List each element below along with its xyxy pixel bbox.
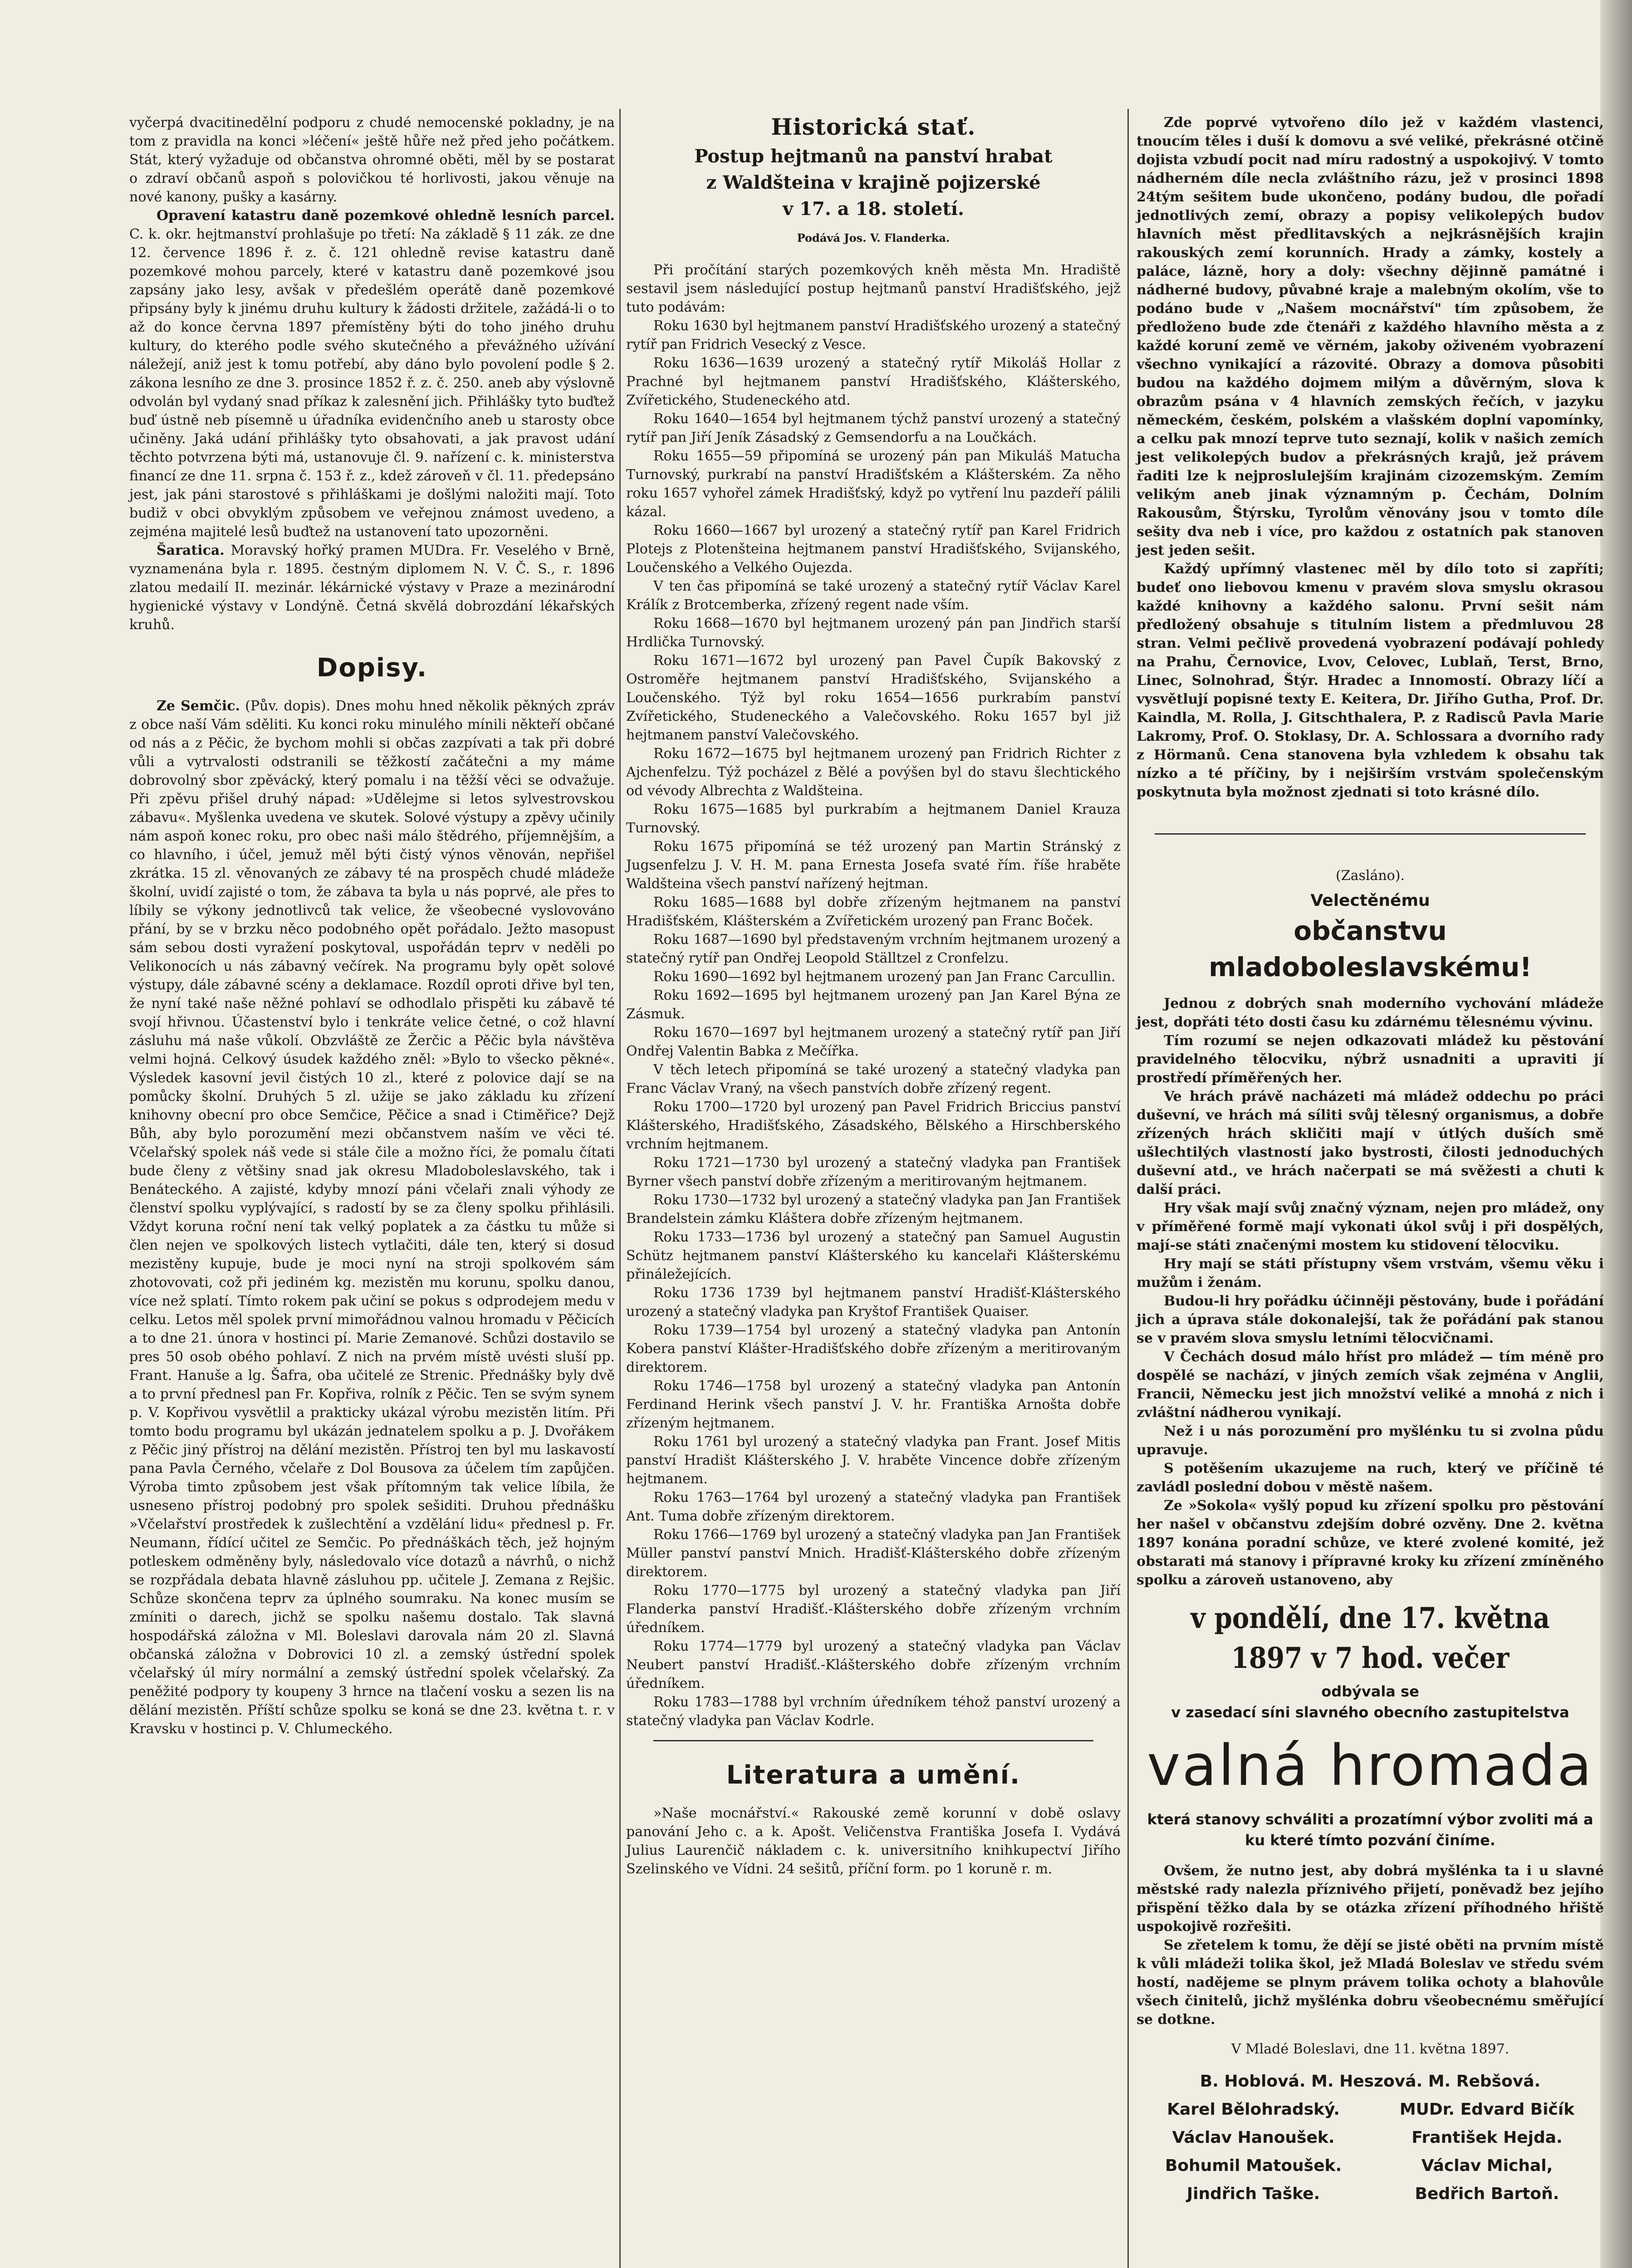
paragraph-body: Moravský hořký pramen MUDra. Fr. Veselého v Brně, vyznamenána byla r. 1895. čestným diplomem N. V. Č. S., r. 1896 zlatou medailí II. mezinár. lékárnické výstavy v Praze a mezinárodní hygienické výstavy v Londýně. Četná skvělá dobrozdání lékařských kruhů. [129,543,615,633]
signatory: Bohumil Matoušek. [1165,2156,1342,2175]
signatory: Karel Bělohradský. [1167,2100,1340,2119]
paragraph: Roku 1746—1758 byl urozený a statečný vladyka pan Antonín Ferdinand Herink všech panství J. V. hr. Františka Arnošta dobře zřízeným hejtmanem. [626,1378,1121,1431]
paragraph: Roku 1675 připomíná se též urozený pan Martin Stránský z Jugsenfelzu J. V. H. M. pana Ernesta Josefa svaté řím. říše hraběte Waldšteina všech panství nařízený hejtman. [626,839,1121,892]
paragraph: Roku 1692—1695 byl hejtmanem urozený pan Jan Karel Býna ze Zásmuk. [626,987,1121,1022]
paragraph [129,206,615,541]
section-heading-literatura: Literatura a umění. [726,1760,1021,1790]
meeting-purpose: která stanovy schváliti a prozatímní výbor zvoliti má a ku které tímto pozvání činíme. [1147,1811,1593,1849]
paragraph: Roku 1783—1788 byl vrchním úředníkem téhož panství urozený a statečný vladyka pan Václav Kodrle. [626,1694,1121,1729]
paragraph: Každý upřímný vlastenec měl by dílo toto si zapříti; budeť ono liebovou kmenu v pravém slova smyslu okrasou každé knihovny a každého salonu. První sešit nám předložený obsahuje s titulním listem a předmluvou 28 stran. Velmi pečlivě provedená vyobrazení podávají pohledy na Prahu, Černovice, Lvov, Celovec, Lublaň, Terst, Brno, Linec, Solnohrad, Štýr. Hradec a Innomostí. Obrazy líčí a vysvětlují popisné texty E. Keitera, Dr. Jiřího Gutha, Prof. Dr. Kaindla, M. Rolla, J. Gitschthalera, P. z Radisců Pavla Marie Lakromy, Prof. O. Stoklasy, Dr. A. Schlossara a dvorního rady z Hörmanů. Cena stanovena byla vzhledem k obsahu tak nízko a té příčiny, by i nejširším vrstvám společenským poskytnuta byla možnost zjednati si toto krásné dílo. [1137,561,1604,800]
column-divider-left [619,109,621,2268]
paragraph: Roku 1687—1690 byl představeným vrchním hejtmanem urozený a statečný rytíř pan Ondřej Leopold Ställtzel z Cronfelzu. [626,932,1121,966]
signatory: Jindřich Taške. [1186,2185,1320,2203]
address-headline: občanstvu mladoboleslavskému! [1209,915,1532,982]
paragraph: Roku 1675—1685 byl purkrabím a hejtmanem Daniel Krauza Turnovský. [626,802,1121,836]
advertisement-block [1137,866,1604,2217]
paragraph: Roku 1770—1775 byl urozený a statečný vladyka pan Jiří Flanderka panství Hradišť.-Klášterského dobře zřízeným vrchním úředníkem. [626,1583,1121,1636]
paragraph: Roku 1736 1739 byl hejtmanem panství Hradišť-Klášterského urozený a statečný vladyka pan Kryštof František Quaiser. [626,1285,1121,1320]
column-divider-right [1127,109,1129,2268]
paragraph: Roku 1774—1779 byl urozený a statečný vladyka pan Václav Neubert panství Hradišť.-Klášterského dobře zřízeným vrchním úředníkem. [626,1638,1121,1691]
page-edge-shadow [1600,0,1632,2268]
paragraph: V ten čas připomíná se také urozený a statečný rytíř Václav Karel Králík z Brotcemberka, zřízený regent nade vším. [626,578,1121,613]
article-title-line: v 17. a 18. století. [783,198,964,220]
paragraph: Než i u nás porozumění pro myšlénku tu si zvolna půdu upravuje. [1137,1423,1604,1458]
address-salutation: Velectěnému [1310,891,1430,910]
paragraph: Ze »Sokola« vyšlý popud ku zřízení spolku pro pěstování her našel v občanstvu zdejším dobré ozvěny. Dne 2. května 1897 konána poradní schůze, ve které zvolené komité, jež obstarati má stanovy i přípravné kroky ku zřízení zmíněného spolku a zároveň ustanoveno, aby [1137,1498,1604,1588]
paragraph: Hry však mají svůj značný význam, nejen pro mládež, ony v příměřené formě mají vykonati úkol svůj i při dospělých, mají-se státi značenými mostem ku stidovení tělocviku. [1137,1200,1604,1253]
paragraph: Se zřetelem k tomu, že dějí se jisté oběti na prvním místě k vůli mládeži tolika škol, jež Mladá Boleslav ve středu svém hostí, nadějeme se plnym právem tolika ochoty a blahovůle všech činitelů, jichž myšlénka dobru všeobecnému směřující se dotkne. [1137,1937,1604,2028]
signatory: Bedřich Bartoň. [1415,2185,1559,2203]
paragraph: Roku 1763—1764 byl urozený a statečný vladyka pan František Ant. Tuma dobře zřízeným direktorem. [626,1490,1121,1524]
paragraph: Roku 1660—1667 byl urozený a statečný rytíř pan Karel Fridrich Plotejs z Plotenšteina hejtmanem panství Hradišťského, Svijanského, Loučenského a Velkého Oujezda. [626,523,1121,576]
signatory: Václav Michal, [1421,2156,1553,2175]
paragraph: vyčerpá dvacitinedělní podporu z chudé nemocenské pokladny, je na tom z pravidla na konci »léčení« ještě hůře než před jeho počátkem. Stát, který vyžaduje od občanstva ohromné oběti, měl by se postarat o zdraví občanů aspoň s polovičkou té horlivosti, jakou věnuje na nové kanony, pušky a kasárny. [129,115,615,205]
article-byline: Podává Jos. V. Flanderka. [797,231,950,244]
paragraph: Tím rozumí se nejen odkazovati mládež ku pěstování pravidelného tělocviku, nýbrž usnadniti a upraviti jí prostředí příměřených her. [1137,1033,1604,1086]
paragraph: Při pročítání starých pozemkových kněh města Mn. Hradiště sestavil jsem následující postup hejtmanů panství Hradišťského, jejž tuto podávám: [626,262,1121,315]
article-title-line: Postup hejtmanů na panství hrabat [694,146,1053,167]
paragraph: Hry mají se státi přístupny všem vrstvám, všemu věku i mužům i ženám. [1137,1256,1604,1290]
signatory: B. Hoblová. M. Heszová. M. Rebšová. [1200,2072,1541,2091]
paragraph: Roku 1766—1769 byl urozený a statečný vladyka pan Jan František Müller panství panství Mnich. Hradišť-Klášterského dobře zřízeným direktorem. [626,1527,1121,1580]
paragraph: Roku 1636—1639 urozený a statečný rytíř Mikoláš Hollar z Prachné byl hejtmanem panství Hradišťského, Klášterského, Zvířetického, Studeneckého atd. [626,355,1121,408]
paragraph-body: (Pův. dopis). Dnes mohu hned několik pěkných zpráv z obce naší Vám sděliti. Ku konci roku minulého mínili někteří občané od nás a z Pěčic, že bychom mohli si občas zazpívati a tak při dobré vůli a vytrvalosti odstranili se těžkostí začátečni a my máme dobrovolný sbor zpěvácký, který pomalu i na těžší věci se odvažuje. Při zpěvu přišel druhý nápad: »Udělejme si letos sylvestrovskou zábavu«. Myšlenka uvedena ve skutek. Solové výstupy a zpěvy učinily nám aspoň konec roku, pro obec naši málo štědrého, příjemnějším, a co hlavního, i účel, jemuž měl býti čistý výnos věnován, nepřišel zkrátka. 15 zl. věnovaných ze zábavy té na prospěch chudé mládeže školní, uvidí zajisté o tom, že zábava ta byla u nás poprvé, ale přes to líbily se výkony jednotlivců tak velice, že všeobecné vyslovováno přání, by se v brzku něco podobného opět pořádalo. Ježto masopust sám sebou dosti vyražení poskytoval, uspořádán teprv v neděli po Velikonocích u nás zábavný večírek. Na programu byly opět solové výstupy, dále zábavné scény a deklamace. Rozdíl oproti dřive byl ten, že nyní také naše něžné pohlaví se odhodlalo přispěti ku zábavě té svojí hřivnou. Účastenství bylo i tenkráte velice četné, o což hlavní zásluhu má naše vůkolí. Obzvláště ze Žerčic a Pěčic byla návštěva velmi hojná. Celkový úsudek každého zněl: »Bylo to všecko pěkné«. Výsledek kasovní jevil čistých 10 zl., které z polovice dají se na pomůcky školní. Druhých 5 zl. užije se jako základu ku zřízení knihovny obecní pro obce Semčice, Pěčice a snad i Ctiměřice? Dejž Bůh, aby bylo porozumění mezi občanstvem naším ve věci té. Včelařský spolek náš vede si stále čile a možno říci, že pomalu čítati bude členy z většiny snad jak okresu Mladoboleslavského, tak i Benáteckého. A zajisté, kdyby mnozí páni včelaři znali výhody ze členství spolku vyplývající, s radostí by se za členy spolku přihlásili. Vždyt koruna roční není tak velký poplatek a za částku tu může si člen nejen ve spolkových listech vytlačiti, dále ten, který si dosud mezistěny kupuje, bude je moci nyní na stroji spolkovém sám zhotovovati, což při jediném kg. mezistěn mu korunu, spolku danou, více než splatí. Tímto rokem pak učiní se pokus s odprodejem medu v celku. Letos měl spolek první mimořádnou valnou hromadu v Pěčicích a to dne 21. února v hostinci pí. Marie Zemanové. Schůzi dostavilo se pres 50 osob obého pohlaví. Z nich na prvém místě uvésti sluší pp. Frant. Hanuše a lg. Šafra, oba učitelé ze Strenic. Přednášky byly dvě a to první přednesl pan Fr. Kopřiva, rolník z Pěčic. Ten se svým synem p. V. Kopřivou vysvětlil a prakticky ukázal výrobu mezistěn litím. Při tomto bodu programu byl ukázán jednatelem spolku a p. J. Dvořákem z Pěčic jiný přístroj na dělání mezistěn. Přístroj ten byl mu laskavostí pana Pavla Černého, včelaře z Dol Bousova za účelem tím zapůjčen. Výroba timto způsobem jest však přítomným tak velice líbila, že usneseno přístroj podobný pro spolek sešiditi. Druhou přednášku »Včelařství prostředek k zušlechtění a vzdělání lidu« přednesl p. Fr. Neumann, řídící učitel ze Semčic. Po přednáškách těch, jež hojným potleskem odměněny byly, následovalo více dotazů a návrhů, o nichž se rozpřádala debata hlavně zásluhou pp. učitele J. Zemana z Rejšic. Schůze skončena teprv za úplného soumraku. Na konec musím se zmíniti o darech, jichž se spolku našemu dostalo. Tak slavná hospodářská záložna v Ml. Boleslavi darovala nám 20 zl. Slavná občanská záložna v Dobrovici 10 zl. a zemský ústřední spolek včelařský úl míry normální a zemský ústřední spolek včelařský. Za peněžité podpory ty koupeny 3 hrnce na tlačení vosku a sezen lis na dělání mezistěn. Příští schůze spolku se koná se dne 23. května t. r. v Kravsku v hostinci p. V. Chlumeckého. [129,698,615,1737]
paragraph-lead: Šaratica. [157,543,225,558]
paragraph: Zde poprvé vytvořeno dílo jež v každém vlastenci, tnoucím těles i duší k domovu a své veliké, překrásné otčině dojista vzbudí pocit nad míru radostný a uspokojivý. V tomto nádherném díle necla zvláštního rázu, jež v prosinci 1898 24tým sešitem bude ukončeno, podány budou, dle pořadí jednotlivých zemí, obrazy a popisy velikolepých budov hlavních měst předlitavských a nejkrásnějších krajin rakouských zemí korunních. Hrady a zámky, kostely a paláce, lázně, hory a doly: všechny dějinně památné i nádherné budovy, půvabné kraje a malebným okolím, vše to podáno bude v „Našem mocnářství" tím způsobem, že předloženo bude zde čtenáři z každého hlavního města a z každé koruní země ve věrném, jakoby oživeném vyobrazení všechno vynikající a rázovité. Obrazy a domova působiti budou na každého dojmem milým a důvěrným, slova k obrazům psána v 4 hlavních zemských řečích, v jazyku německém, českém, polském a vlašském doplní vapomínky, a celku pak mnozí teprve tuto seznají, kolik v našich zemích jest velikolepých budov a překrásných krajů, jež právem řaditi lze k nejproslulejším krajinám cizozemským. Zemím velikým aneb jinak významným p. Čechám, Dolním Rakousům, Štýrsku, Tyrolům věnovány jsou v tomto díle sešity dva neb i více, pro každou z ostatních pak stanoven jest jeden sešit. [1137,115,1604,558]
signatory: MUDr. Edvard Bičík [1399,2100,1575,2119]
advertisement-label: (Zasláno). [1336,868,1405,884]
paragraph: Ve hrách právě nacházeti má mládež oddechu po práci duševní, ve hrách má síliti svůj tělesný organismus, a dobře zřízených hrách skličiti mají v útlých duších smě ušlechtilých vlastností jako bystrosti, čilosti jednoduchých duševní atd., ve hrách načerpati se má svěžesti a chuti k další práci. [1137,1089,1604,1198]
signature-date: V Mladé Boleslavi, dne 11. května 1897. [1231,2041,1509,2057]
paragraph: Roku 1700—1720 byl urozený pan Pavel Fridrich Briccius panství Klášterského, Hradišťského, Zásadského, Bělského a Hirschberského vrchním hejtmanem. [626,1099,1121,1152]
paragraph: Roku 1640—1654 byl hejtmanem týchž panství urozený a statečný rytíř pan Jiří Jeník Zásadský z Gemsendorfu a na Loučkách. [626,411,1121,445]
article-title-line: z Waldšteina v krajině pojizerské [706,172,1041,193]
signatory: Václav Hanoušek. [1172,2128,1335,2147]
paragraph: Roku 1721—1730 byl urozený a statečný vladyka pan František Byrner všech panství dobře zřízeným a meritirovaným hejtmanem. [626,1155,1121,1189]
section-divider [1155,833,1586,835]
paragraph: Roku 1671—1672 byl urozený pan Pavel Čupík Bakovský z Ostroměře hejtmanem panství Hradišťského, Svijanského a Loučenského. Týž byl roku 1654—1656 purkrabím panství Zvířetického, Studeneckého a Valečovského. Roku 1657 byl již hejtmanem panství Valečovského. [626,653,1121,743]
paragraph: Jednou z dobrých snah moderního vychování mládeže jest, dopřáti této dosti času ku zdárnému tělesnému vývinu. [1137,996,1604,1030]
paragraph: Roku 1733—1736 byl urozený a statečný pan Samuel Augustin Schütz hejtmanem panství Klášterského ku kancelaři Klášterskému přináležejících. [626,1229,1121,1282]
meeting-line: odbývala se [1321,1683,1419,1700]
paragraph: V těch letech připomíná se také urozený a statečný vladyka pan Franc Václav Vraný, na všech panstvích dobře zřízený regent. [626,1062,1121,1096]
paragraph-lead: Ze Semčic. [157,698,240,714]
paragraph [129,541,615,634]
meeting-title: valná hromada [1147,1733,1593,1799]
paragraph-lead: Opravení katastru daně pozemkové ohledně lesních parcel. [157,208,615,224]
section-divider [653,1740,1093,1741]
paragraph: Roku 1655—59 připomíná se urozený pán pan Mikuláš Matucha Turnovský, purkrabí na panství Hradišťském a Klášterském. Za něho roku 1657 vyhořel zámek Hradišťský, když po vytření lnu pazdeří pálili kázal. [626,448,1121,520]
paragraph: Roku 1672—1675 byl hejtmanem urozený pan Fridrich Richter z Ajchenfelzu. Týž pocházel z Bělé a povýšen byl do stavu šlechtického od vévody Albrechta z Waldšteina. [626,746,1121,799]
paragraph: »Naše mocnářství.« Rakouské země korunní v době oslavy panování Jeho c. a k. Apošt. Veličenstva Františka Josefa I. Vydává Julius Laurenčič nákladem c. k. universitního knihkupectví Jiřího Szelinského ve Vídni. 24 sešitů, příční form. po 1 koruně r. m. [626,1805,1121,1877]
signatory-list [1137,2068,1604,2208]
paragraph: Roku 1739—1754 byl urozený a statečný vladyka pan Antonín Kobera panství Klášter-Hradišťského dobře zřízeným a meritirovaným direktorem. [626,1322,1121,1375]
paragraph-body: C. k. okr. hejtmanství prohlašuje po třetí: Na základě § 11 zák. ze dne 12. července 1896 ř. z. č. 121 ohledně revise katastru daně pozemkové mohou parcely, které v katastru daně pozemkové jsou zapsány jako lesy, avšak v předešlém operátě daně pozemkové připsány byly k jinému druhu kultury k žádosti držitele, zažádá-li o to až do konce června 1897 přemístěny býti do toho jiného druhu kultury, do kterého podle svého skutečného a převážného užívání náležejí, aniž jest k tomu potřebí, aby dáno bylo povolení podle § 2. zákona lesního ze dne 3. prosince 1852 ř. z. č. 250. aneb aby výslovně odvolán byl vydaný snad příkaz k zalesnění jich. Přihlášky tyto buďtež buď ústně neb písemně u úřadníka evidenčního aneb u starosty obce učiněny. Jaká udání přihlášky tyto obsahovati, a jak pravost udání těchto potvrzena býti má, ustanovuje čl. 9. nařízení c. k. ministerstva financí ze dne 11. srpna č. 153 ř. z., kdež zároveň v čl. 11. předepsáno jest, jak páni starostové s přihláškami je došlými naložiti mají. Toto budiž v obci obvyklým způsobem ve veřejnou známost uvedeno, a zejména majitelé lesů buďtež na ustanovení tato upozorněni. [129,226,615,540]
section-heading-historicka: Historická stať. [771,113,976,140]
paragraph: Budou-li hry pořádku účinněji pěstovány, bude i pořádání jich a úprava stále dokonalejší, tak že pořádání pak stanou se v pravém slova smyslu letními tělocvičnami. [1137,1293,1604,1346]
paragraph: Roku 1685—1688 byl dobře zřízeným hejtmanem na panství Hradišťském, Klášterském a Zvířetickém urozený pan Franc Boček. [626,894,1121,929]
column-middle [626,113,1121,1878]
paragraph: Roku 1690—1692 byl hejtmanem urozený pan Jan Franc Carcullin. [653,969,1116,985]
paragraph: V Čechách dosud málo hříst pro mládež — tím méně pro dospělé se nachází, v jiných zemích však zejména v Anglii, Francii, Německu jest jich množství veliké a mnohá z nich i zvláštní nádherou vynikají. [1137,1349,1604,1421]
paragraph: Ovšem, že nutno jest, aby dobrá myšlénka ta i u slavné městské rady nalezla příznivého přijetí, poněvadž bez jejího přispění těžko dala by se otázka zřízení příhodného hřiště uspokojivě rozřešiti. [1137,1863,1604,1935]
paragraph [129,697,615,1738]
paragraph: Roku 1761 byl urozený a statečný vladyka pan Frant. Josef Mitis panství Hradišt Klášterského J. V. hraběte Vincence dobře zřízeným hejtmanem. [626,1434,1121,1487]
signatory: František Hejda. [1411,2128,1563,2147]
paragraph: Roku 1668—1670 byl hejtmanem urozený pán pan Jindřich starší Hrdlička Turnovský. [626,616,1121,650]
paragraph: S potěšením ukazujeme na ruch, který ve příčině té zavládl poslední dobou v městě našem. [1137,1461,1604,1495]
meeting-venue: v zasedací síni slavného obecního zastupitelstva [1171,1704,1569,1721]
meeting-date-banner: v pondělí, dne 17. května 1897 v 7 hod. večer [1191,1601,1550,1675]
section-heading-dopisy: Dopisy. [316,653,428,683]
paragraph: Roku 1630 byl hejtmanem panství Hradišťského urozený a statečný rytíř pan Fridrich Vesecký z Vesce. [626,318,1121,352]
column-left [129,113,615,1738]
paragraph: Roku 1670—1697 byl hejtmanem urozený a statečný rytíř pan Jiří Ondřej Valentin Babka z Mečířka. [626,1025,1121,1059]
column-right [1137,113,1604,2217]
paragraph: Roku 1730—1732 byl urozený a statečný vladyka pan Jan František Brandelstein zámku Klášterа dobře zřízeným hejtmanem. [626,1192,1121,1227]
